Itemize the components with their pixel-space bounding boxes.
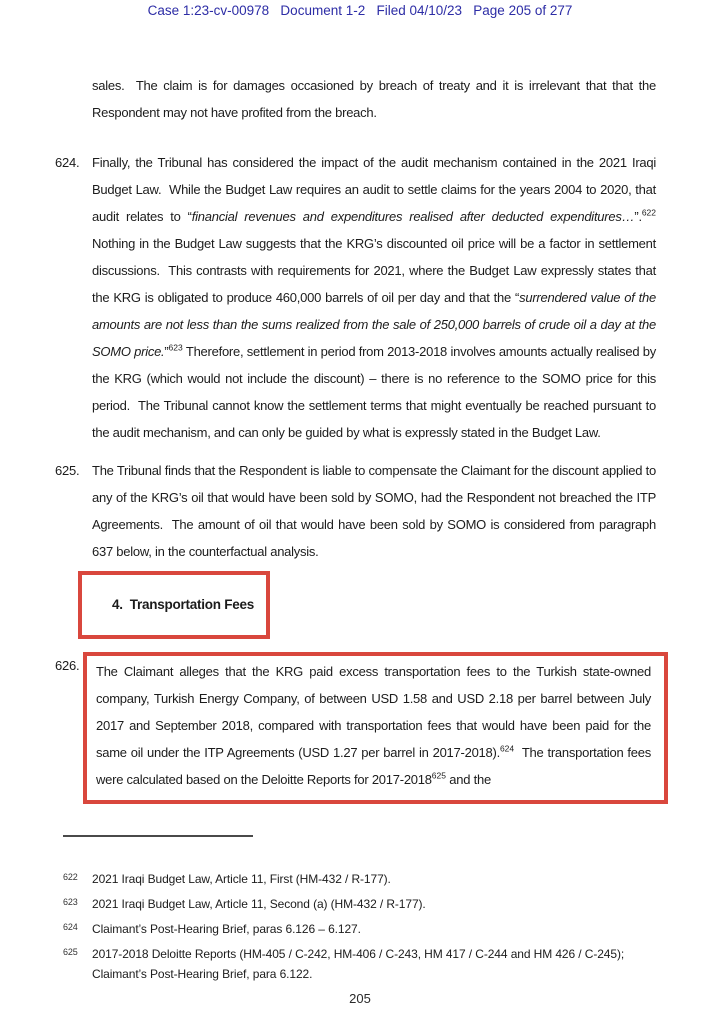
- paragraph-continuation: [92, 72, 660, 126]
- footnote-624: [63, 919, 690, 939]
- section-heading-highlight-box: [78, 571, 270, 639]
- section-heading: 4. Transportation Fees: [112, 597, 255, 612]
- footnote-marker: 622: [63, 872, 78, 882]
- footnote-marker: 623: [63, 897, 78, 907]
- footnote-text: 2021 Iraqi Budget Law, Article 11, First (HM-432 / R-177).: [92, 872, 391, 886]
- case-header-stamp: Case 1:23-cv-00978 Document 1-2 Filed 04/10/23 Page 205 of 277: [147, 3, 573, 18]
- paragraph-625: [55, 457, 660, 565]
- paragraph-number: 624.: [55, 155, 80, 170]
- footnote-marker: 624: [63, 922, 78, 932]
- footnote-622: [63, 869, 690, 889]
- paragraph-text: sales. The claim is for damages occasioned by breach of treaty and it is irrelevant that that the Respondent may not have profited from the breach.: [92, 78, 660, 120]
- footnote-marker: 625: [63, 947, 78, 957]
- footnote-text: Claimant’s Post-Hearing Brief, paras 6.126 – 6.127.: [92, 922, 361, 936]
- footnote-text: 2017-2018 Deloitte Reports (HM-405 / C-242, HM-406 / C-243, HM 417 / C-244 and HM 426 / C-245); Claimant’s Post-Hearing Brief, para 6.122.: [92, 947, 625, 981]
- footnote-625: [63, 944, 690, 984]
- footnote-623: [63, 894, 690, 914]
- paragraph-text: The Tribunal finds that the Respondent is liable to compensate the Claimant for the discount applied to any of the KRG’s oil that would have been sold by SOMO, had the Respondent not breached the ITP Agreements. The amount of oil that would have been sold by SOMO is considered from paragraph 637 below, in the counterfactual analysis.: [92, 463, 660, 559]
- paragraph-number: 626.: [55, 658, 80, 673]
- document-body: [55, 72, 663, 804]
- paragraph-text: Finally, the Tribunal has considered the impact of the audit mechanism contained in the 2021 Iraqi Budget Law. While the Budget Law requires an audit to settle claims for the years 2004 to 2020, that audit relates to “financial revenues and expenditures realised after deducted expenditures…”.$^{622}$ Nothing in the Budget Law suggests that the KRG’s discounted oil price will be a factor in settlement discussions. This contrasts with requirements for 2021, where the Budget Law expressly states that the KRG is obligated to produce 460,000 barrels of oil per day and that the “surrendered value of the amounts are not less than the sums realized from the sale of 250,000 barrels of crude oil a day at the SOMO price.”$^{623}$ Therefore, settlement in period from 2013-2018 involves amounts actually realised by the KRG (which would not include the discount) – there is no reference to the SOMO price for this period. The Tribunal cannot know the settlement terms that might eventually be reached pursuant to the audit mechanism, and can only be guided by what is expressly stated in the Budget Law.: [92, 155, 663, 440]
- footnote-text: 2021 Iraqi Budget Law, Article 11, Second (a) (HM-432 / R-177).: [92, 897, 426, 911]
- paragraph-highlight-box: The Claimant alleges that the KRG paid excess transportation fees to the Turkish state-owned company, Turkish Energy Company, of between USD 1.58 and USD 2.18 per barrel between July 2017 and September 2018, compared with transportation fees that would have been paid for the same oil under the ITP Agreements (USD 1.27 per barrel in 2017-2018).$^{624}$ The transportation fees were calculated based on the Deloitte Reports for 2017-2018$^{625}$ and the: [83, 652, 668, 804]
- paragraph-624: [55, 149, 663, 446]
- footnotes-section: [63, 869, 690, 989]
- paragraph-626: [55, 652, 656, 804]
- page-number: 205: [349, 991, 371, 1006]
- footnote-separator: [63, 835, 253, 837]
- paragraph-number: 625.: [55, 463, 80, 478]
